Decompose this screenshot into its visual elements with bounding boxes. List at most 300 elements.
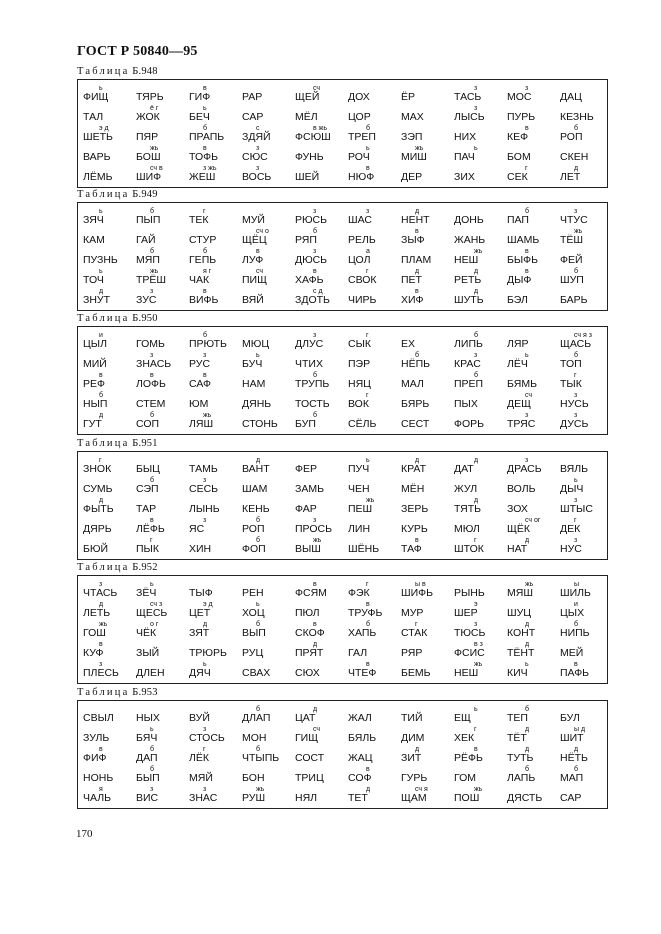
table-cell [348,332,401,350]
table-cell [507,145,560,163]
table-cell [507,228,560,246]
table-row [78,581,607,599]
table-row [78,392,607,410]
cell-word: ЦОЛ [348,254,371,266]
cell-word: БЯЧ [136,732,158,744]
cell-word: ВАНТ [242,463,270,475]
table-cell [83,288,136,306]
cell-word: ПАЧ [454,151,475,163]
cell-superscript: б [256,706,261,713]
table-cell [507,165,560,183]
table-cell [83,228,136,246]
cell-superscript: ь [203,105,207,112]
table-cell [136,457,189,475]
cell-superscript: сч [256,268,264,275]
table-cell [136,248,189,266]
cell-word: КУРЬ [401,523,428,535]
cell-word: ТРЮРЬ [189,647,227,659]
cell-word: СВЫЛ [83,712,114,724]
cell-word: ВЫШ [295,543,321,555]
cell-superscript: ь [474,706,478,713]
cell-superscript: в [150,372,154,379]
cell-superscript: б [574,125,579,132]
cell-superscript: б [525,706,530,713]
cell-word: БЕМЬ [401,667,431,679]
table-cell [189,497,242,515]
cell-superscript: б [574,621,579,628]
cell-word: ПЛАМ [401,254,432,266]
table-cell [348,165,401,183]
table-cell [136,165,189,183]
cell-word: ЗНАС [189,792,218,804]
cell-word: ДЯСТЬ [507,792,543,804]
table-cell [454,726,507,744]
table-cell [189,105,242,123]
cell-word: СЫК [348,338,371,350]
cell-word: ТЮСЬ [454,627,486,639]
table-cell [454,412,507,430]
table-row [78,105,607,123]
cell-word: ПРЮТЬ [189,338,227,350]
cell-word: ДАТ [454,463,474,475]
table-cell [560,601,613,619]
cell-word: РЮСЬ [295,214,327,226]
cell-superscript: б [99,392,104,399]
cell-word: ЧЕН [348,483,370,495]
cell-superscript: жь [99,621,108,628]
cell-word: ВОЛЬ [507,483,536,495]
cell-superscript: г [574,517,577,524]
table-row [78,786,607,804]
cell-word: ЦОР [348,111,371,123]
cell-word: РОЧ [348,151,370,163]
cell-word: ШУП [560,274,584,286]
cell-word: РОП [560,131,583,143]
page-number: 170 [76,828,93,840]
table-cell [560,208,613,226]
cell-word: ШАС [348,214,372,226]
cell-word: БЫЦ [136,463,160,475]
table-cell [560,477,613,495]
cell-word: БЮЙ [83,543,109,555]
table-cell [401,517,454,535]
table-cell [348,726,401,744]
table-cell [348,601,401,619]
cell-word: ВОК [348,398,369,410]
cell-word: БОШ [136,151,161,163]
cell-superscript: сч з [150,601,163,608]
table-cell [348,125,401,143]
cell-word: ЧТАСЬ [83,587,118,599]
cell-superscript: в [313,268,317,275]
cell-word: ПРЯТ [295,647,324,659]
cell-superscript: з [313,208,317,215]
cell-word: ДЛАП [242,712,271,724]
cell-word: ЗУС [136,294,157,306]
table-cell [136,786,189,804]
table-row [78,288,607,306]
table-row [78,145,607,163]
table-cell [242,145,295,163]
table-cell [454,706,507,724]
table-caption-prefix: Таблица [77,66,130,77]
table-cell [189,372,242,390]
table-cell [83,208,136,226]
cell-superscript: з [150,288,154,295]
cell-superscript: з [574,392,578,399]
cell-word: ТОП [560,358,582,370]
cell-word: СЮС [242,151,268,163]
table-cell [242,661,295,679]
cell-superscript: жь [366,497,375,504]
table-cell [136,497,189,515]
table-cell [348,706,401,724]
cell-superscript: б [525,766,530,773]
table-cell [136,641,189,659]
cell-superscript: а [366,248,370,255]
table-cell [401,105,454,123]
table-cell [507,105,560,123]
cell-word: ЗНОК [83,463,112,475]
table-cell [189,661,242,679]
cell-superscript: ь [150,726,154,733]
cell-word: ЛУФ [242,254,264,266]
cell-superscript: з [574,412,578,419]
cell-word: КЕФ [507,131,529,143]
table-cell [401,457,454,475]
table-cell [348,661,401,679]
table-cell [83,248,136,266]
cell-word: ШТОК [454,543,484,555]
cell-word: МЮЛ [454,523,480,535]
table-cell [507,85,560,103]
cell-word: МЯШ [507,587,533,599]
cell-word: ДЛУС [295,338,324,350]
table-cell [295,477,348,495]
cell-superscript: б [474,332,479,339]
cell-word: БЕЧ [189,111,210,123]
cell-superscript: з [99,581,103,588]
cell-superscript: б [256,537,261,544]
table-cell [348,352,401,370]
cell-superscript: в [203,85,207,92]
table-cell [242,228,295,246]
cell-superscript: б [256,621,261,628]
table-cell [401,85,454,103]
cell-word: ШИФ [136,171,162,183]
cell-superscript: з [150,352,154,359]
cell-word: РАР [242,91,263,103]
table-cell [83,537,136,555]
cell-word: КЕЗНЬ [560,111,594,123]
cell-word: ФЕЙ [560,254,583,266]
table-row [78,766,607,784]
cell-superscript: д [313,706,318,713]
table-cell [242,392,295,410]
cell-word: ГУРЬ [401,772,428,784]
cell-superscript: д [525,746,530,753]
cell-word: ШЕЙ [295,171,320,183]
cell-word: НОНЬ [83,772,114,784]
table-cell [189,726,242,744]
cell-word: ЦАТ [295,712,316,724]
cell-superscript: г [415,621,418,628]
table-cell [401,581,454,599]
cell-superscript: г [99,457,102,464]
cell-superscript: г [474,537,477,544]
cell-word: ЛОФЬ [136,378,166,390]
table-caption [77,189,158,200]
cell-superscript: з [525,85,529,92]
cell-superscript: б [574,352,579,359]
table-cell [401,125,454,143]
table-cell [295,537,348,555]
table-cell [83,457,136,475]
cell-word: ЗАМЬ [295,483,324,495]
table-cell [507,641,560,659]
table-cell [454,352,507,370]
cell-word: ХАПЬ [348,627,377,639]
table-cell [454,766,507,784]
cell-word: ЩЕЙ [295,91,320,103]
table-cell [83,661,136,679]
cell-superscript: сч [313,85,321,92]
table-cell [507,746,560,764]
cell-word: ПЫК [136,543,159,555]
table-cell [401,477,454,495]
table-cell [83,125,136,143]
cell-word: МУЙ [242,214,265,226]
cell-superscript: з [313,248,317,255]
cell-word: ШИФЬ [401,587,434,599]
table-cell [242,517,295,535]
table-cell [83,477,136,495]
cell-word: БЫП [136,772,160,784]
cell-word: ЛЕТЬ [83,607,111,619]
cell-word: ЖАЦ [348,752,373,764]
table-row [78,477,607,495]
cell-word: НЕШ [454,667,479,679]
cell-superscript: д [525,726,530,733]
cell-word: ПЕТ [401,274,422,286]
word-table [77,575,608,684]
cell-superscript: г [366,392,369,399]
cell-word: МОН [242,732,267,744]
cell-word: ВУЙ [189,712,210,724]
cell-word: ТАЛ [83,111,104,123]
cell-word: РЕФ [83,378,105,390]
cell-word: ЗНУТ [83,294,111,306]
cell-superscript: жь [415,145,424,152]
cell-word: ПЭР [348,358,371,370]
cell-superscript: б [150,412,155,419]
cell-word: МЮЦ [242,338,270,350]
table-cell [242,412,295,430]
cell-word: ЯС [189,523,205,535]
cell-word: ЗОХ [507,503,528,515]
table-cell [242,288,295,306]
table-cell [242,766,295,784]
table-cell [507,412,560,430]
cell-word: ФЭК [348,587,370,599]
cell-superscript: в [256,248,260,255]
cell-word: КОНТ [507,627,536,639]
table-cell [295,352,348,370]
cell-superscript: з [256,165,260,172]
table-cell [348,746,401,764]
table-cell [189,746,242,764]
cell-word: ЧТИХ [295,358,323,370]
table-cell [454,332,507,350]
table-row [78,228,607,246]
cell-superscript: ь [203,661,207,668]
table-row [78,352,607,370]
cell-word: ПУЧ [348,463,370,475]
table-cell [295,412,348,430]
table-cell [560,288,613,306]
cell-word: ТРЯС [507,418,536,430]
table-cell [507,372,560,390]
table-cell [454,641,507,659]
cell-word: ЗДЯЙ [242,131,271,143]
table-cell [136,352,189,370]
cell-superscript: жь [203,412,212,419]
cell-word: ФЕР [295,463,317,475]
cell-superscript: в [313,621,317,628]
cell-word: НЁТЬ [560,752,588,764]
table-cell [507,621,560,639]
cell-word: МЁН [401,483,425,495]
cell-word: САФ [189,378,211,390]
cell-word: ЗЫЙ [136,647,160,659]
cell-superscript: жь [574,228,583,235]
cell-superscript: жь [474,248,483,255]
cell-word: ЧЁК [136,627,157,639]
table-cell [136,477,189,495]
cell-word: ЛЯР [507,338,529,350]
cell-word: ВЯЛЬ [560,463,589,475]
table-cell [136,706,189,724]
cell-word: БУЛ [560,712,580,724]
cell-word: ЛЕТ [560,171,581,183]
cell-word: БЯМЬ [507,378,537,390]
cell-word: ШЕР [454,607,478,619]
table-cell [560,621,613,639]
table-cell [560,457,613,475]
table-cell [242,105,295,123]
cell-word: РЫНЬ [454,587,485,599]
table-cell [189,352,242,370]
table-row [78,85,607,103]
table-cell [295,248,348,266]
table-cell [348,457,401,475]
cell-word: НАТ [507,543,528,555]
cell-word: БЫФЬ [507,254,539,266]
cell-word: ВЫП [242,627,266,639]
cell-superscript: з [99,661,103,668]
table-cell [295,145,348,163]
table-cell [560,581,613,599]
table-cell [189,85,242,103]
table-cell [454,288,507,306]
table-cell [83,706,136,724]
cell-superscript: з [313,517,317,524]
cell-word: МОС [507,91,532,103]
cell-superscript: г [474,726,477,733]
table-cell [136,372,189,390]
table-cell [136,208,189,226]
cell-word: ЖАЛ [348,712,372,724]
table-cell [189,125,242,143]
table-cell [189,517,242,535]
cell-word: ТУТЬ [507,752,534,764]
table-cell [136,746,189,764]
table-cell [295,208,348,226]
table-cell [189,288,242,306]
table-cell [136,581,189,599]
table-cell [136,661,189,679]
table-cell [295,621,348,639]
cell-superscript: г [366,268,369,275]
cell-word: ТЕК [189,214,209,226]
cell-word: ЗЕРЬ [401,503,429,515]
cell-word: НУСЬ [560,398,589,410]
table-caption-prefix: Таблица [77,189,130,200]
cell-superscript: з [574,208,578,215]
table-cell [189,477,242,495]
cell-superscript: я [99,786,103,793]
cell-word: ФСЯМ [295,587,327,599]
cell-word: РЯП [295,234,317,246]
cell-word: ФОП [242,543,266,555]
cell-word: ШУТЬ [454,294,484,306]
cell-word: ВАРЬ [83,151,111,163]
table-cell [295,766,348,784]
cell-word: ПОШ [454,792,480,804]
cell-word: ПУЗНЬ [83,254,118,266]
cell-word: БЭЛ [507,294,528,306]
cell-word: ЗНАСЬ [136,358,172,370]
cell-word: ДУСЬ [560,418,589,430]
cell-superscript: я г [203,268,212,275]
cell-word: ДАЦ [560,91,582,103]
cell-superscript: сч [525,392,533,399]
cell-word: ХИН [189,543,212,555]
table-cell [348,621,401,639]
table-cell [295,372,348,390]
table-row [78,641,607,659]
table-cell [401,661,454,679]
cell-superscript: в [366,165,370,172]
cell-superscript: г [366,332,369,339]
cell-superscript: жь [256,786,265,793]
table-cell [560,372,613,390]
cell-superscript: в [203,288,207,295]
cell-word: НЕНТ [401,214,430,226]
cell-word: МЁЛ [295,111,318,123]
cell-word: ТЯРЬ [136,91,164,103]
cell-superscript: з [366,208,370,215]
cell-word: ВИФЬ [189,294,219,306]
table-caption-prefix: Таблица [77,313,130,324]
table-cell [401,165,454,183]
cell-word: ТЁШ [560,234,584,246]
cell-word: ФАР [295,503,317,515]
cell-word: ГАЙ [136,234,156,246]
table-caption-number: Б.952 [129,562,158,573]
cell-word: ЕХ [401,338,416,350]
table-cell [242,786,295,804]
